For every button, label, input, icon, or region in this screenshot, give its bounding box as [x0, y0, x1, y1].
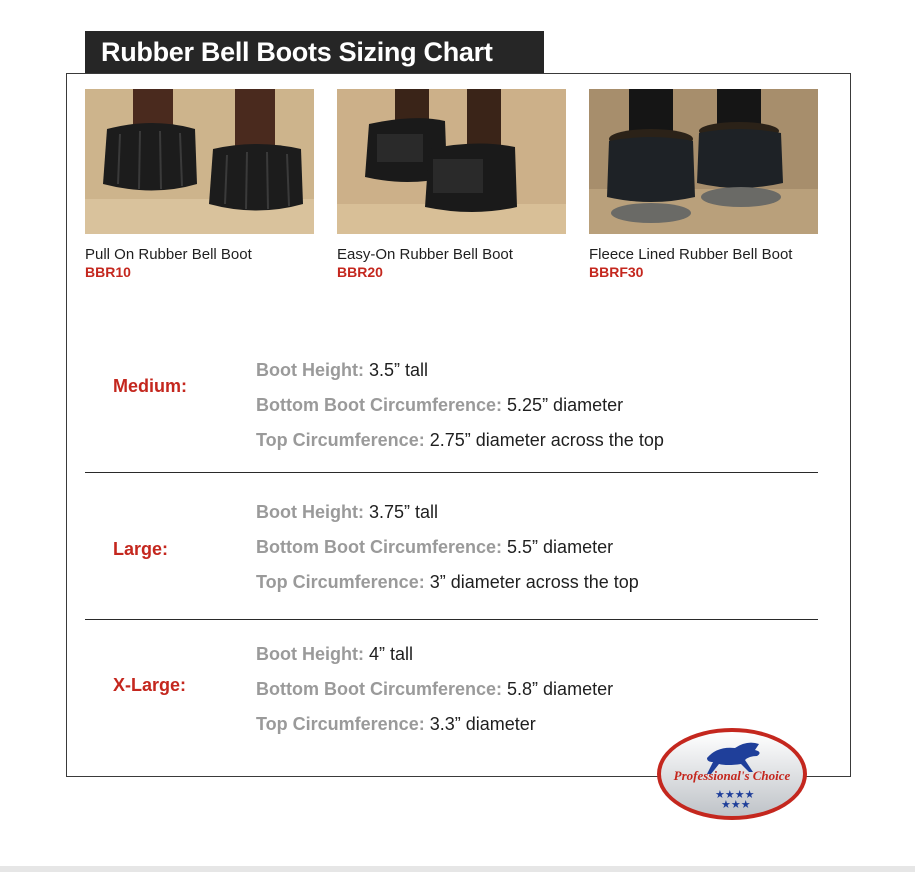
spec-key: Top Circumference:	[256, 430, 425, 450]
product-photo-easy-on	[337, 89, 566, 234]
product-code: BBR10	[85, 264, 131, 280]
size-label-x-large: X-Large:	[113, 675, 187, 695]
size-label-medium: Medium:	[113, 376, 187, 396]
page-title: Rubber Bell Boots Sizing Chart	[85, 31, 544, 73]
spec-key: Bottom Boot Circumference:	[256, 679, 503, 699]
spec-top-circumference	[256, 572, 639, 593]
spec-key: Boot Height:	[256, 360, 364, 380]
spec-key: Bottom Boot Circumference:	[256, 395, 503, 415]
svg-text:★★★★: ★★★★	[715, 788, 755, 801]
spec-value: 5.8” diameter	[507, 679, 614, 699]
spec-boot-height	[256, 502, 438, 523]
product-photo-fleece-lined	[589, 89, 818, 234]
spec-value: 3.5” tall	[369, 360, 429, 380]
product-card-fleece-lined	[589, 89, 818, 280]
spec-value: 3.3” diameter	[429, 714, 536, 734]
spec-key: Boot Height:	[256, 644, 364, 664]
spec-value: 5.5” diameter	[507, 537, 614, 557]
section-divider	[85, 472, 818, 473]
spec-bottom-circumference	[256, 679, 613, 700]
product-code: BBRF30	[589, 264, 644, 280]
spec-value: 5.25” diameter	[507, 395, 624, 415]
spec-bottom-circumference	[256, 537, 613, 558]
spec-value: 4” tall	[369, 644, 414, 664]
spec-value: 3” diameter across the top	[429, 572, 639, 592]
product-name: Easy-On Rubber Bell Boot	[337, 246, 513, 263]
spec-top-circumference	[256, 430, 664, 451]
size-label-large: Large:	[113, 539, 169, 559]
section-divider	[85, 619, 818, 620]
svg-text:★★★: ★★★	[721, 798, 751, 811]
product-name: Pull On Rubber Bell Boot	[85, 246, 252, 263]
product-card-easy-on	[337, 89, 566, 280]
spec-boot-height	[256, 644, 413, 665]
product-name: Fleece Lined Rubber Bell Boot	[589, 246, 793, 263]
spec-key: Top Circumference:	[256, 572, 425, 592]
spec-top-circumference	[256, 714, 536, 735]
stars-icon	[715, 788, 755, 811]
professionals-choice-logo	[655, 726, 810, 822]
product-photo-pull-on	[85, 89, 314, 234]
spec-bottom-circumference	[256, 395, 623, 416]
logo-text: Professional's Choice	[673, 768, 791, 783]
spec-key: Boot Height:	[256, 502, 364, 522]
spec-boot-height	[256, 360, 428, 381]
bottom-scroll-bar	[0, 866, 915, 872]
spec-value: 2.75” diameter across the top	[429, 430, 664, 450]
spec-value: 3.75” tall	[369, 502, 439, 522]
spec-key: Top Circumference:	[256, 714, 425, 734]
spec-key: Bottom Boot Circumference:	[256, 537, 503, 557]
product-code: BBR20	[337, 264, 383, 280]
product-card-pull-on	[85, 89, 314, 280]
